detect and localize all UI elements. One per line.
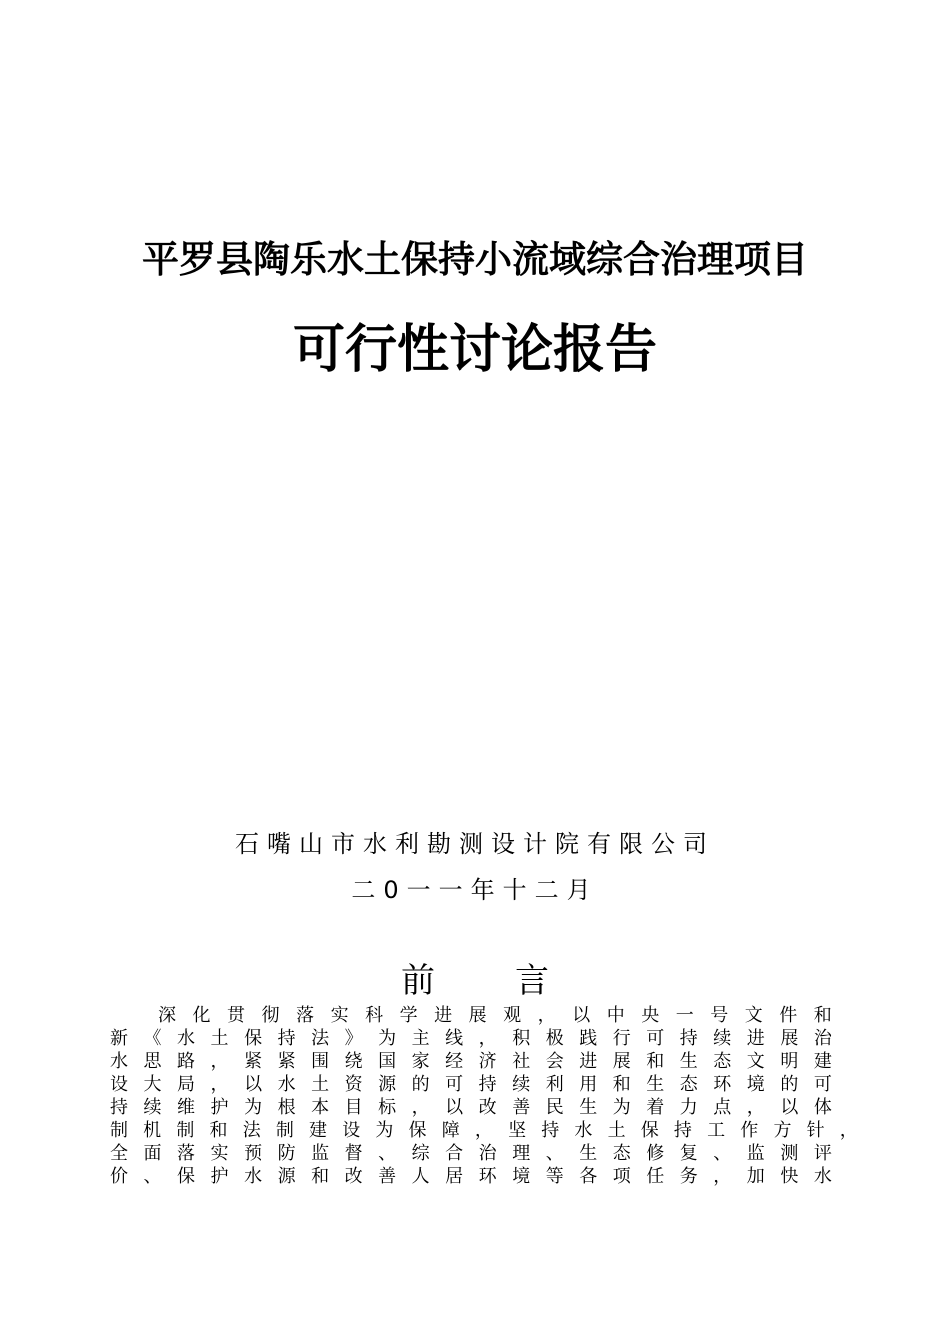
preface-line: 价 、 保 护 水 源 和 改 善 人 居 环 境 等 各 项 任 务 ， 加 快 水 bbox=[110, 1166, 832, 1187]
preface-line: 全 面 落 实 预 防 监 督 、 综 合 治 理 、 生 态 修 复 、 监 测 评 bbox=[110, 1143, 832, 1164]
preface-line: 制 机 制 和 法 制 建 设 为 保 障 ， 坚 持 水 土 保 持 工 作 方 针 ， bbox=[110, 1120, 858, 1141]
preface-line: 水 思 路 ， 紧 紧 围 绕 国 家 经 济 社 会 进 展 和 生 态 文 明 建 bbox=[110, 1051, 832, 1072]
organization-name: 石嘴山市水利勘测设计院有限公司 bbox=[235, 830, 715, 858]
preface-line: 设 大 局 ， 以 水 土 资 源 的 可 持 续 利 用 和 生 态 环 境 的 可 bbox=[110, 1074, 832, 1095]
report-title-line2: 可行性讨论报告 bbox=[292, 320, 657, 380]
preface-heading-left: 前 bbox=[401, 961, 435, 1001]
preface-heading bbox=[0, 960, 950, 1002]
preface-line: 持 续 维 护 为 根 本 目 标 ， 以 改 善 民 生 为 着 力 点 ， 以 体 bbox=[110, 1097, 832, 1118]
preface-heading-right: 言 bbox=[515, 961, 549, 1001]
preface-line: 新 《 水 土 保 持 法 》 为 主 线 ， 积 极 践 行 可 持 续 进 展 治 bbox=[110, 1028, 832, 1049]
preface-line: 深 化 贯 彻 落 实 科 学 进 展 观 ， 以 中 央 一 号 文 件 和 bbox=[158, 1005, 832, 1026]
report-title-line1: 平罗县陶乐水土保持小流域综合治理项目 bbox=[142, 238, 808, 281]
report-date: 二0一一年十二月 bbox=[351, 876, 599, 904]
preface-body bbox=[110, 1004, 858, 1188]
